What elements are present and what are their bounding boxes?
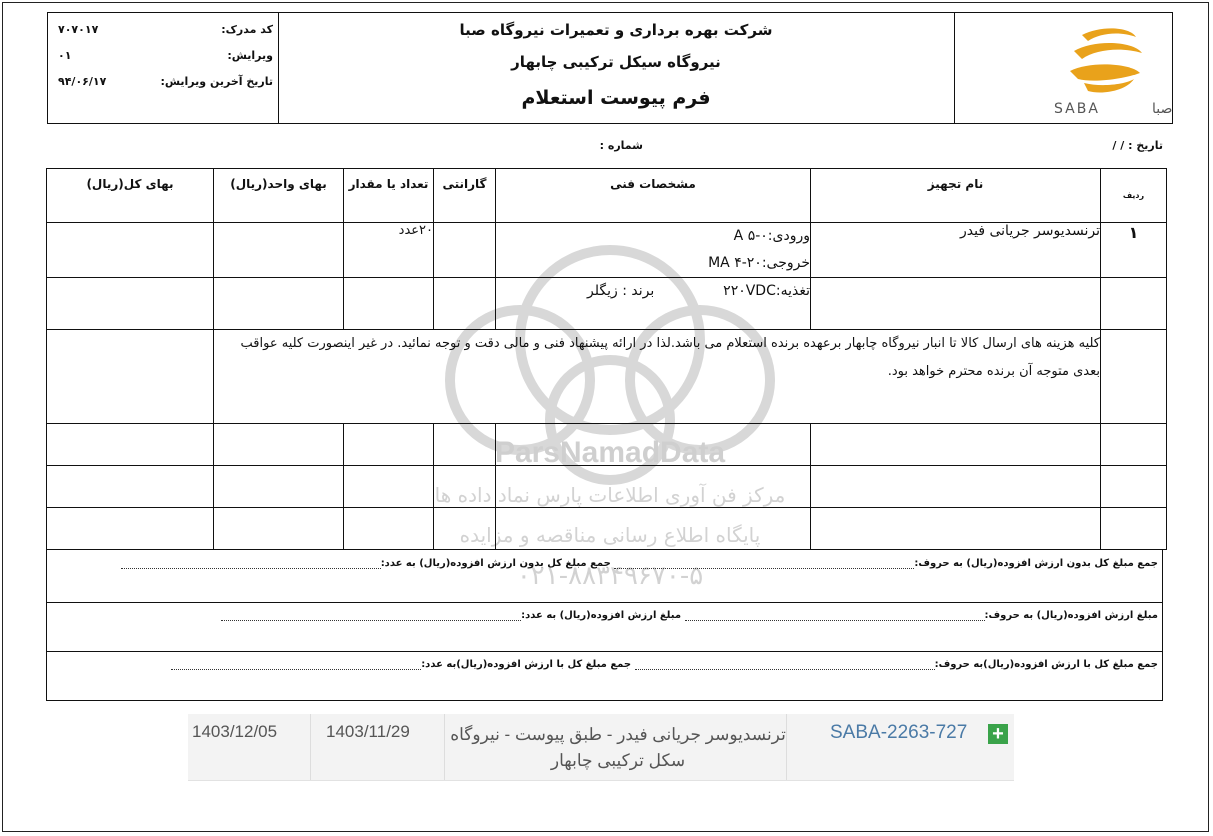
summary-total-no-vat: جمع مبلغ کل بدون ارزش افزوده(ریال) به حروف: جمع مبلغ کل بدون ارزش افزوده(ریال) به عدد: [46,549,1163,603]
tender-date-end: 1403/12/05 [192,722,278,741]
document-meta [58,23,273,101]
tender-code-link[interactable]: SABA-2263-727 [830,722,968,743]
header-titles [278,13,954,123]
form-title: فرم پیوست استعلام [521,87,711,109]
saba-logo [1044,21,1173,117]
row-unit-price [214,223,344,278]
row-spec-supply: تغذیه:۲۲۰VDC برند : زیگلر [496,278,811,330]
brand-label: برند : زیگلر [587,283,655,299]
summary-total-with-vat: جمع مبلغ کل با ارزش افزوده(ریال)به حروف: جمع مبلغ کل با ارزش افزوده(ریال)به عدد: [46,651,1163,701]
meta-last-revision-date: تاریخ آخرین ویرایش: ۹۴/۰۶/۱۷ [58,75,273,88]
table-row [47,466,1167,508]
date-number-bar [47,134,1163,154]
table-row [47,278,1167,330]
table-row [47,508,1167,550]
svg-text:ParsNamadData: ParsNamadData [494,436,726,469]
table-row [47,223,1167,278]
col-warranty: گارانتی [434,169,496,223]
table-row [47,424,1167,466]
col-spec: مشخصات فنی [496,169,811,223]
row-equipment: ترنسدیوسر جریانی فیدر [811,223,1101,278]
row-spec: ورودی:A ۵-۰ خروجی:MA ۴-۲۰ [496,223,811,278]
tender-list-item[interactable] [188,714,1014,781]
expand-plus-icon[interactable]: + [988,724,1008,744]
summary-vat: مبلغ ارزش افزوده(ریال) به حروف: مبلغ ارزش افزوده(ریال) به عدد: [46,602,1163,652]
meta-revision: ویرایش: ۰۱ [58,49,273,62]
table-header-row [47,169,1167,223]
meta-doc-code: کد مدرک: ۷۰۷۰۱۷ [58,23,273,36]
note-row [47,330,1167,424]
row-warranty [434,223,496,278]
col-total-price: بهای کل(ریال) [47,169,214,223]
plant-name: نیروگاه سیکل ترکیبی چابهار [511,53,721,71]
col-radif: ردیف [1101,169,1167,223]
svg-text:SABA: SABA [1054,101,1100,117]
number-label: شماره : [599,139,643,152]
svg-text:صبا: صبا [1152,101,1173,117]
company-name: شرکت بهره برداری و تعمیرات نیروگاه صبا [459,21,773,39]
col-unit-price: بهای واحد(ریال) [214,169,344,223]
svg-text:۰۲۱-۸۸۳۴۹۶۷۰-۵: ۰۲۱-۸۸۳۴۹۶۷۰-۵ [516,561,704,591]
row-total-price [47,223,214,278]
date-label: تاریخ : / / [1112,139,1163,152]
inquiry-table [46,168,1167,550]
svg-text:پایگاه اطلاع رسانی مناقصه و مز: پایگاه اطلاع رسانی مناقصه و مزایده [459,523,761,547]
row-qty: ۲۰عدد [344,223,434,278]
note-text: کلیه هزینه های ارسال کالا تا انبار نیروگاه چابهار برعهده برنده استعلام می باشد.لذا در ارائه پیشنهاد فنی و مالی دقت و توجه نمائید. در غیر اینصورت کلیه عواقب بعدی متوجه آن برنده محترم خواهد بود. [214,330,1101,424]
tender-title: ترنسدیوسر جریانی فیدر - طبق پیوست - نیروگاه سکل ترکیبی چابهار [450,725,786,770]
tender-date-start: 1403/11/29 [326,722,410,741]
col-qty: تعداد یا مقدار [344,169,434,223]
col-equipment: نام تجهیز [811,169,1101,223]
document-header [47,12,1173,124]
svg-text:مرکز فن آوری اطلاعات پارس نماد: مرکز فن آوری اطلاعات پارس نماد داده ها [434,483,786,507]
row-radif: ۱ [1101,223,1167,278]
